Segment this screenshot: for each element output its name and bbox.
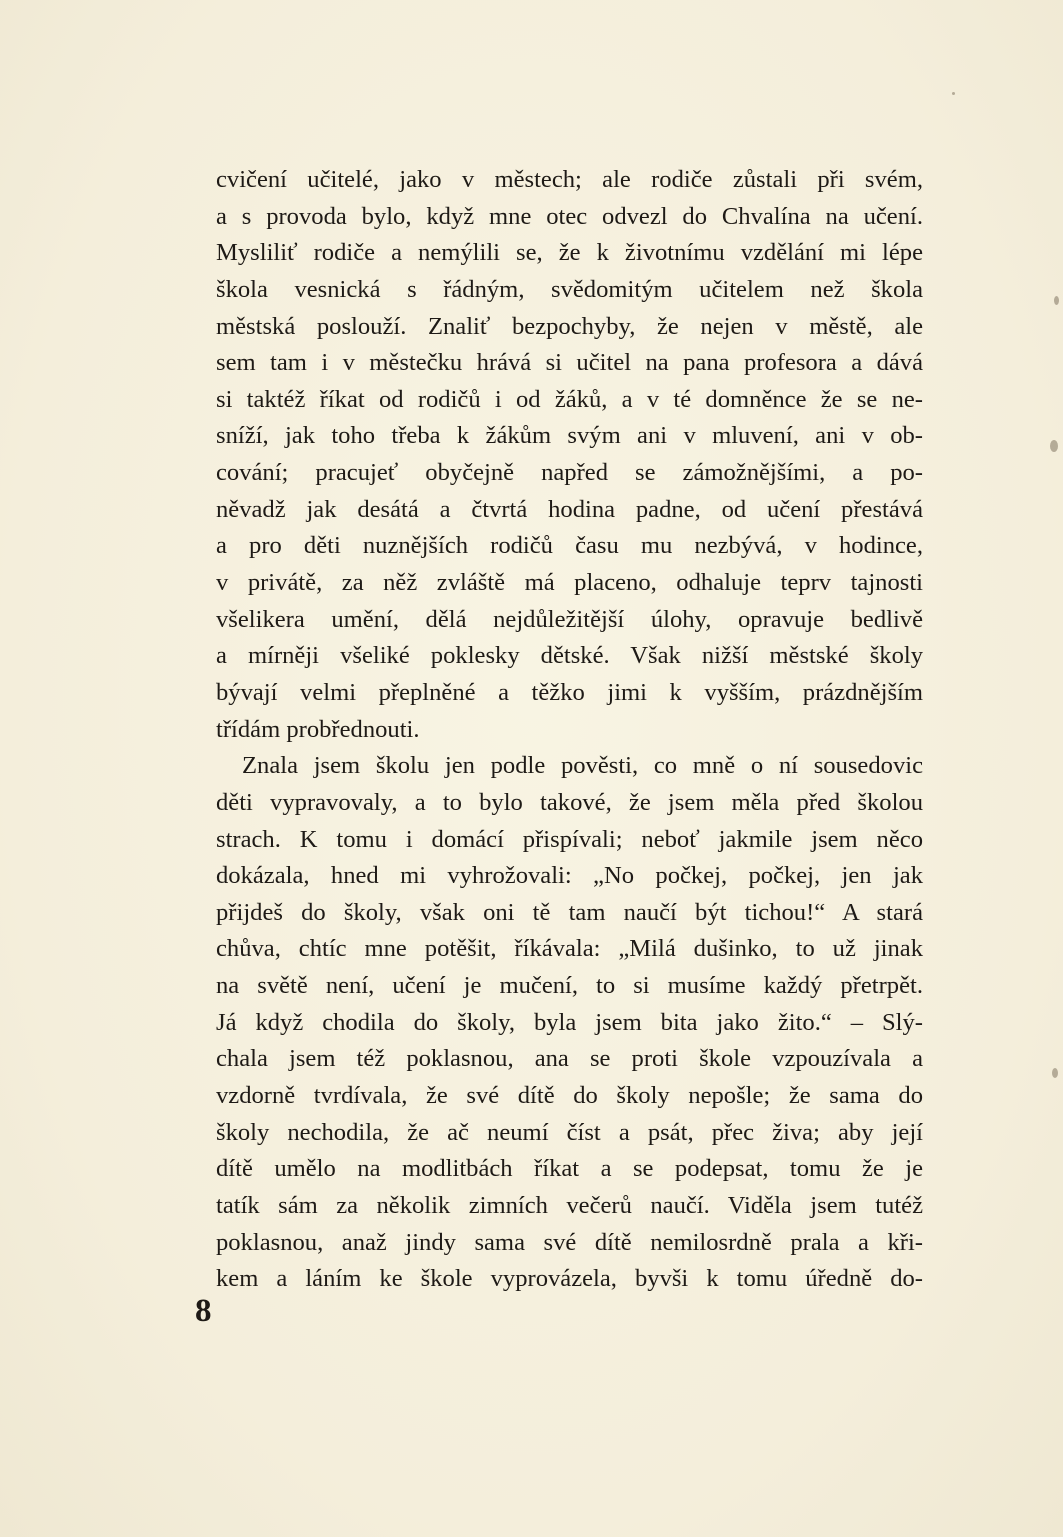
- paper-speck: [1054, 296, 1059, 305]
- text-line: strach. K tomu i domácí přispívali; neboť jakmile jsem něco: [216, 825, 923, 853]
- text-line: v privátě, za něž zvláště má placeno, odhaluje teprv tajnosti: [216, 569, 923, 597]
- text-line: cování; pracujeť obyčejně napřed se zámožnějšími, a po-: [216, 459, 923, 487]
- text-line: a mírněji všeliké poklesky dětské. Však nižší městské školy: [216, 642, 923, 670]
- text-line: cvičení učitelé, jako v městech; ale rodiče zůstali při svém,: [216, 166, 923, 193]
- text-line: všelikera umění, dělá nejdůležitější úlohy, opravuje bedlivě: [216, 605, 923, 633]
- text-line: chala jsem též poklasnou, ana se proti škole vzpouzívala a: [216, 1045, 923, 1073]
- text-line: Znala jsem školu jen podle pověsti, co mně o ní sousedovic: [242, 752, 923, 780]
- text-line: škola vesnická s řádným, svědomitým učitelem než škola: [216, 275, 923, 303]
- text-line: bývají velmi přeplněné a těžko jimi k vyšším, prázdnějším: [216, 678, 923, 706]
- text-line: dokázala, hned mi vyhrožovali: „No počkej, počkej, jen jak: [216, 862, 923, 890]
- text-line: dítě umělo na modlitbách říkat a se podepsat, tomu že je: [216, 1155, 923, 1183]
- text-line: Mysliliť rodiče a nemýlili se, že k životnímu vzdělání mi lépe: [216, 239, 923, 267]
- text-line: sníží, jak toho třeba k žákům svým ani v mluvení, ani v ob-: [216, 422, 923, 450]
- text-line: si taktéž říkat od rodičů i od žáků, a v té domněnce že se ne-: [216, 385, 923, 413]
- page-number: 8: [195, 1293, 212, 1329]
- text-line: a s provoda bylo, když mne otec odvezl do Chvalína na učení.: [216, 202, 923, 230]
- text-line: Já když chodila do školy, byla jsem bita jako žito.“ – Slý-: [216, 1008, 923, 1036]
- text-line: poklasnou, anaž jindy sama své dítě nemilosrdně prala a kři-: [216, 1228, 923, 1256]
- paper-speck: [1050, 440, 1058, 452]
- text-line: třídám probřednouti.: [216, 715, 420, 743]
- text-line: tatík sám za několik zimních večerů naučí. Viděla jsem tutéž: [216, 1191, 923, 1219]
- paragraph: [216, 162, 923, 748]
- text-line: školy nechodila, že ač neumí číst a psát, přec živa; aby její: [216, 1118, 923, 1146]
- text-line: a pro děti nuznějších rodičů času mu nezbývá, v hodince,: [216, 532, 923, 560]
- text-line: městská poslouží. Znaliť bezpochyby, že nejen v městě, ale: [216, 312, 923, 340]
- text-line: děti vypravovaly, a to bylo takové, že jsem měla před školou: [216, 788, 923, 816]
- text-line: něvadž jak desátá a čtvrtá hodina padne, od učení přestává: [216, 495, 923, 523]
- paper-speck: [952, 92, 955, 95]
- text-line: přijdeš do školy, však oni tě tam naučí být tichou!“ A stará: [216, 898, 923, 926]
- text-line: kem a láním ke škole vyprovázela, byvši k tomu úředně do-: [216, 1265, 923, 1293]
- paper-speck: [1052, 1068, 1058, 1078]
- text-line: chůva, chtíc mne potěšit, říkávala: „Milá dušinko, to už jinak: [216, 935, 923, 963]
- paragraph: [216, 748, 923, 1298]
- text-line: na světě není, učení je mučení, to si musíme každý přetrpět.: [216, 972, 923, 1000]
- text-line: sem tam i v městečku hrává si učitel na pana profesora a dává: [216, 349, 923, 377]
- body-text: [216, 162, 923, 1298]
- text-line: vzdorně tvrdívala, že své dítě do školy nepošle; že sama do: [216, 1082, 923, 1110]
